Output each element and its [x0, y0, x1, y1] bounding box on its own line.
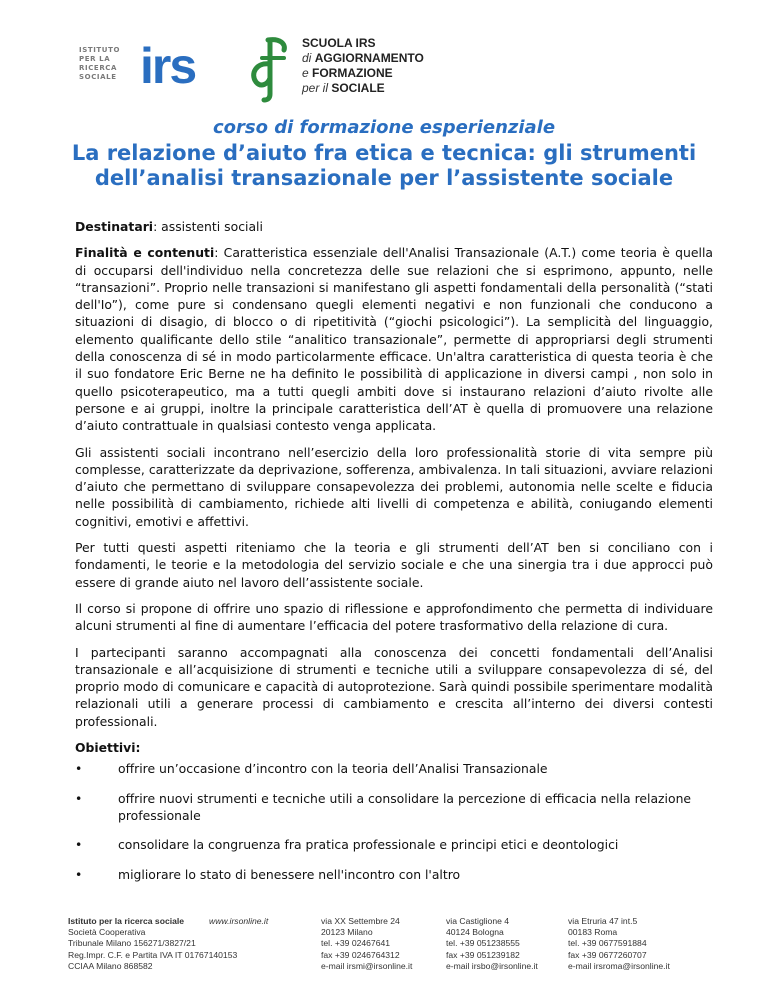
destinatari: Destinatari: assistenti sociali [75, 219, 263, 234]
school-logo-icon [248, 34, 290, 104]
course-type: corso di formazione esperienziale [212, 117, 556, 138]
paragraph: Gli assistenti sociali incontrano nell’esercizio della loro professionalità storie di vita sempre più complesse, caratterizzate da deprivazione, sofferenza, ambivalenza. In tali situazioni, avviare relazioni d’aiuto che permettano di sviluppare consapevolezza dei problemi, autonomia nelle scelte e fiducia nelle possibilità di cambiamento, richiede alti livelli di competenza e abilità, coniugando elementi cognitivi, emotivi e affettivi. [75, 444, 713, 529]
paragraph: I partecipanti saranno accompagnati alla conoscenza dei concetti fondamentali dell’Analisi transazionale e all’acquisizione di strumenti e tecniche utili a sviluppare consapevolezza di sé, del proprio modo di comunicare e capacità di autoprotezione. Sarà quindi possibile sperimentare modalità relazionali utili a generare processi di cambiamento e crescita all’interno dei diversi contesti professionali. [75, 644, 713, 729]
bullet-icon: • [75, 761, 83, 777]
paragraph: Per tutti questi aspetti riteniamo che la teoria e gli strumenti dell’AT ben si conciliano con i fondamenti, le teorie e la metodologia del servizio sociale e che una sinergia tra i due approcci può essere di grande aiuto nel lavoro dell’assistente sociale. [75, 540, 713, 590]
list-item: • offrire un’occasione d’incontro con la teoria dell’Analisi Transazionale [75, 761, 548, 777]
letterhead [70, 30, 710, 110]
title-block [0, 117, 768, 191]
list-item: • consolidare la congruenza fra pratica professionale e principi etici e deontologici [75, 837, 619, 853]
course-title: La relazione d’aiuto fra etica e tecnica: gli strumenti dell’analisi transazionale per l’assistente sociale [71, 141, 697, 190]
list-item: • offrire nuovi strumenti e tecniche utili a consolidare la percezione di efficacia nella relazione professionale [75, 790, 692, 823]
obiettivi-heading: Obiettivi: [75, 740, 141, 756]
school-name: SCUOLA IRS di AGGIORNAMENTO e FORMAZIONE per il SOCIALE [302, 36, 424, 95]
finalita: Finalità e contenuti: Caratteristica essenziale dell'Analisi Transazionale (A.T.) come teoria è quella di occuparsi dell'individuo nella concretezza delle sue relazioni che si esprimono, appunto, nelle “transazioni”. Proprio nelle transazioni si manifestano gli aspetti fondamentali della personalità (“stati dell'Io”), come pure si condensano quegli elementi negativi e non funzionali che conducono a situazioni di disagio, di blocco o di ripetitività (“giochi psicologici”). La semplicità del linguaggio, elemento qualificante dello stile “analitico transazionale”, permette di appropriarsi degli strumenti della conoscenza di sé in modo particolarmente efficace. Un'altra caratteristica di questa teoria è che il suo fondatore Eric Berne ne ha definito le possibilità di applicazione in diversi campi , non solo in quello psicoterapeutico, ma a tutti quegli ambiti dove si instaurano relazioni d’aiuto rivolte alle persone e ai gruppi, inoltre la principale caratteristica dell’AT è quella di promuovere una relazione d’aiuto contrattuale in qualsiasi contesto venga applicata. [75, 245, 713, 434]
irs-small-label: ISTITUTO PER LA RICERCA SOCIALE [79, 46, 121, 81]
paragraph: Il corso si propone di offrire uno spazio di riflessione e approfondimento che permetta di individuare alcuni strumenti al fine di aumentare l’efficacia del potere trasformativo della relazione di cura. [75, 600, 713, 634]
bullet-icon: • [75, 837, 83, 853]
footer-org: Istituto per la ricerca sociale Società Cooperativa Tribunale Milano 156271/3827/21 Reg.Impr. C.F. e Partita IVA IT 01767140153 CCIAA Milano 868582 [68, 916, 238, 971]
footer-website: www.irsonline.it [209, 916, 269, 926]
footer-milano: via XX Settembre 24 20123 Milano tel. +39 02467641 fax +39 0246764312 e-mail irsmi@irsonline.it [321, 916, 413, 971]
bullet-icon: • [75, 790, 83, 806]
footer-bologna: via Castiglione 4 40124 Bologna tel. +39 051238555 fax +39 051239182 e-mail irsbo@irsonline.it [446, 916, 538, 971]
bullet-icon: • [75, 866, 83, 882]
irs-logo: irs [140, 38, 196, 94]
list-item: • migliorare lo stato di benessere nell'incontro con l'altro [75, 866, 461, 882]
footer-roma: via Etruria 47 int.5 00183 Roma tel. +39 0677591884 fax +39 0677260707 e-mail irsroma@irsonline.it [568, 916, 670, 971]
document-body [75, 218, 713, 895]
obiettivi-list [75, 760, 713, 882]
